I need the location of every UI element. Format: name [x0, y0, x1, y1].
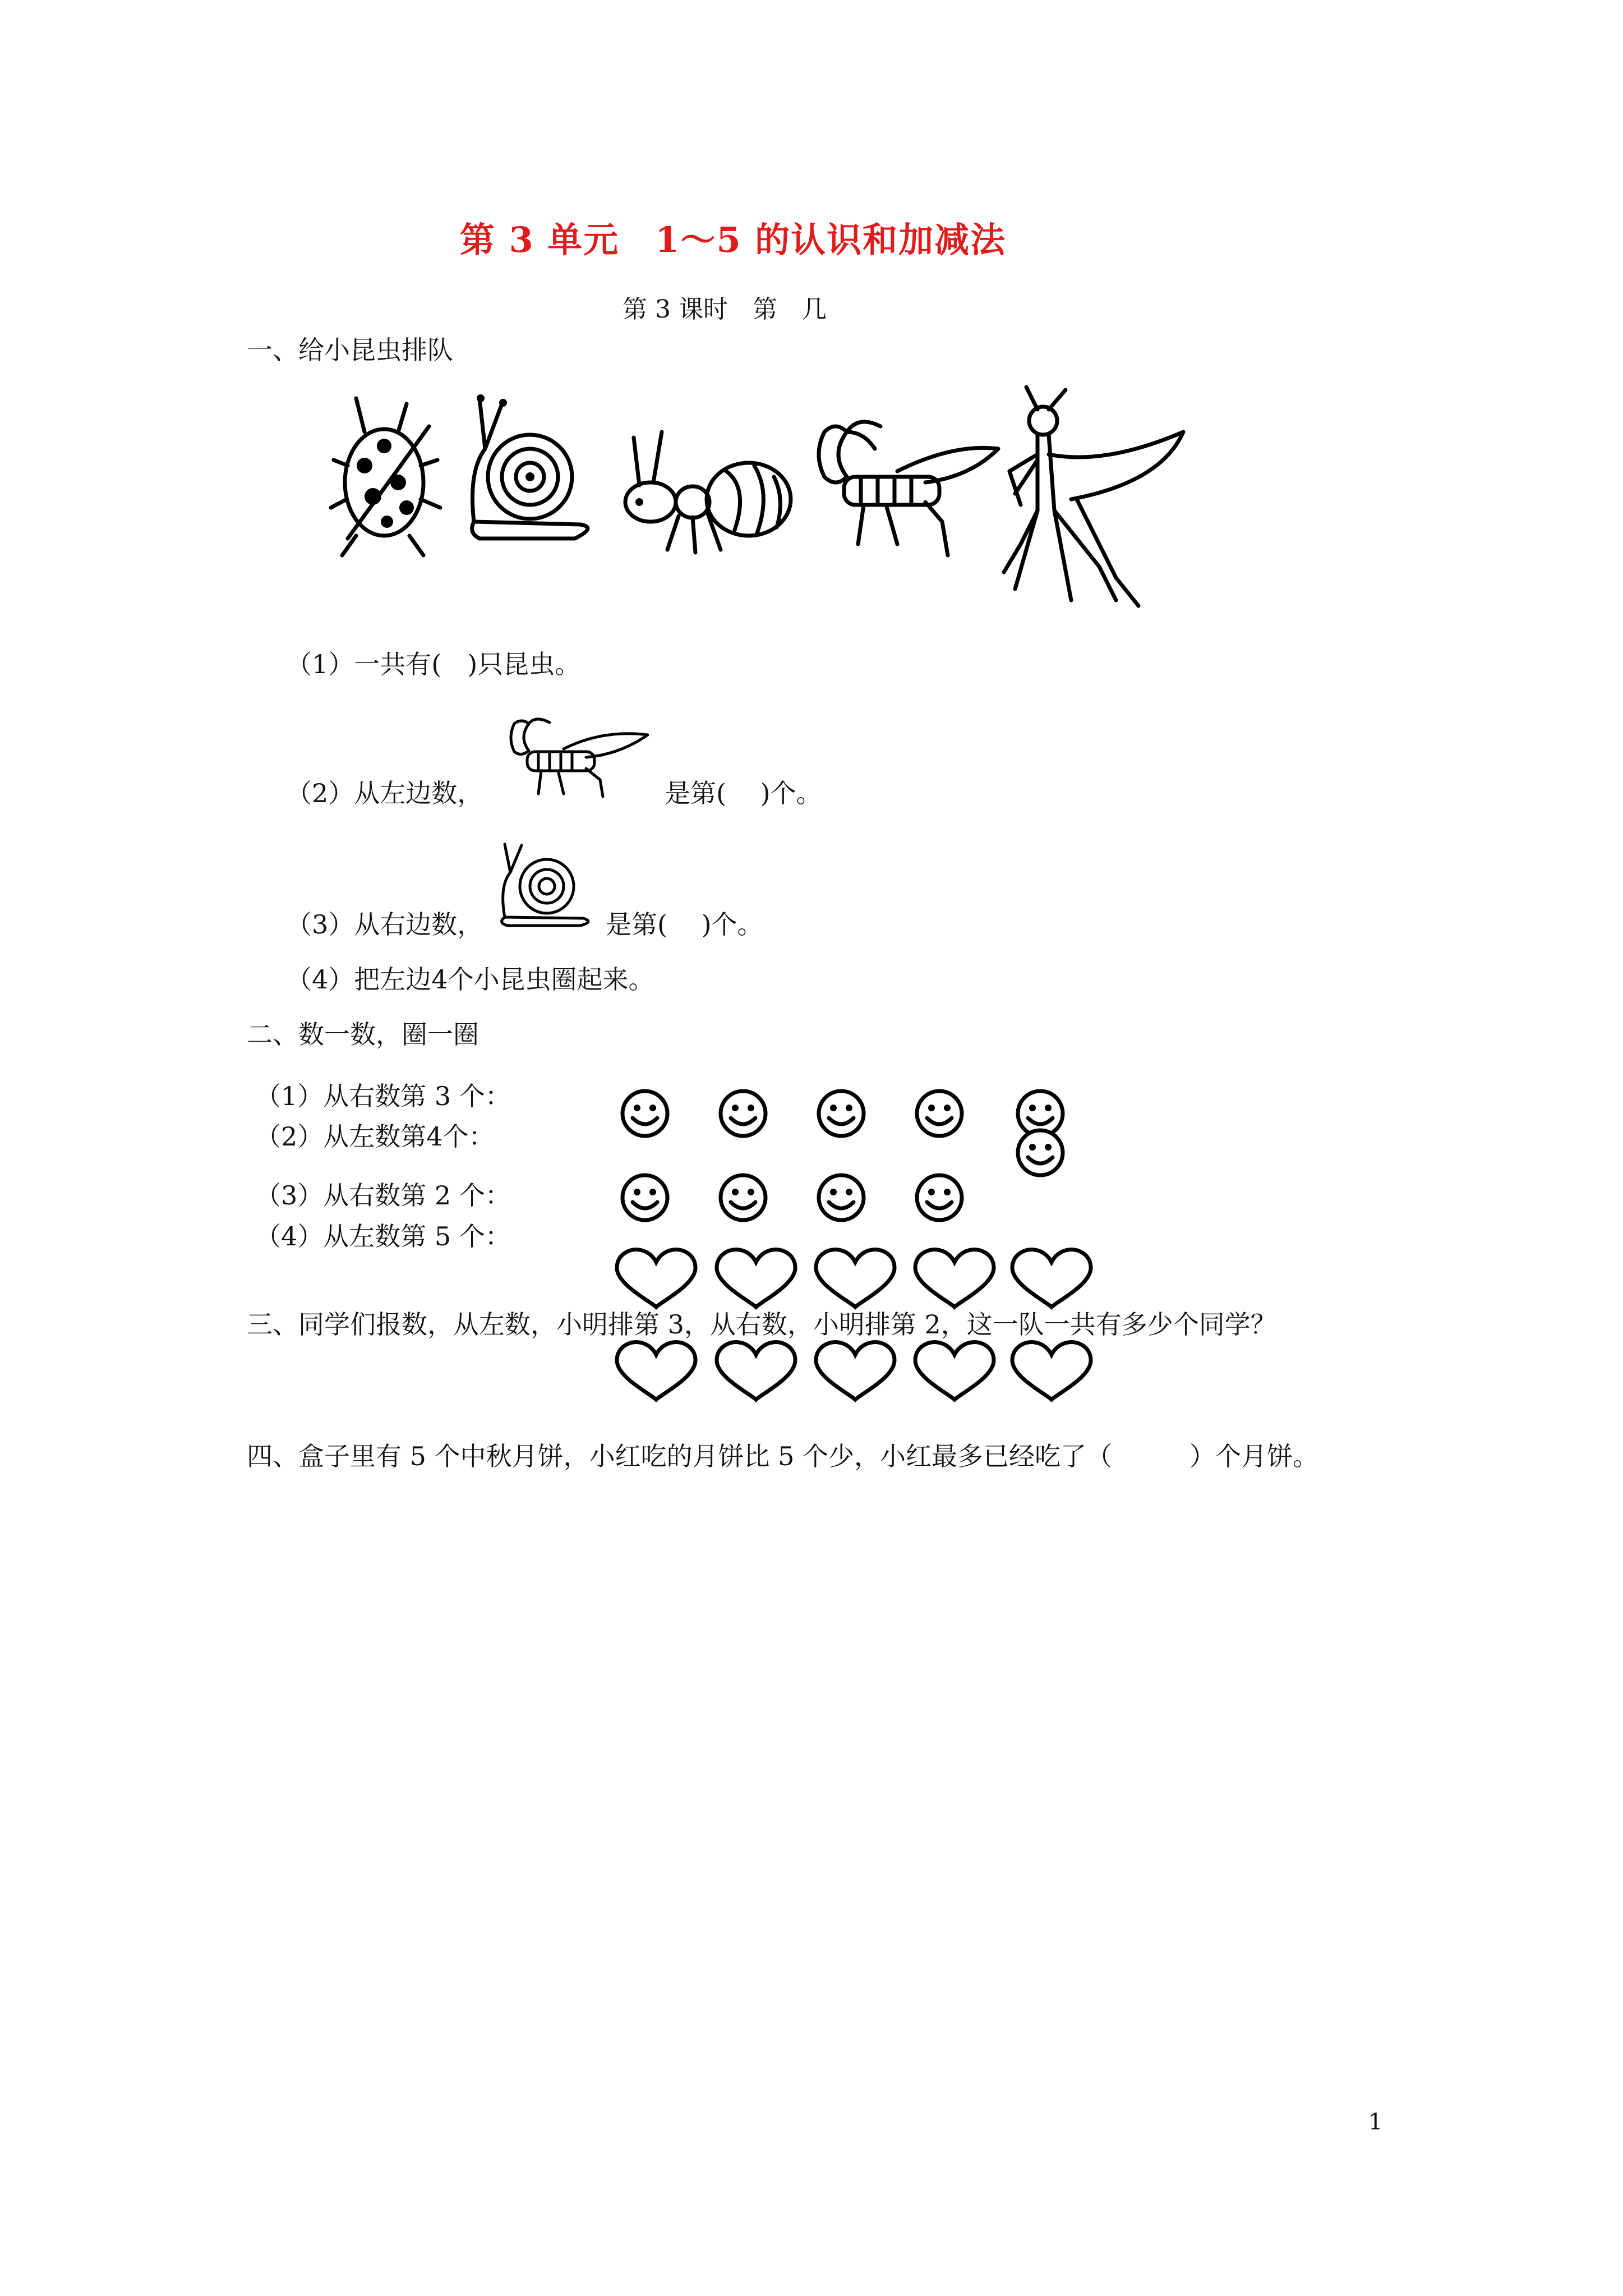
smiley-icon[interactable]	[1018, 1130, 1063, 1175]
heart-icon[interactable]	[617, 1249, 695, 1307]
heart-icon[interactable]	[816, 1249, 895, 1307]
heart-icon[interactable]	[915, 1249, 994, 1307]
page-number: 1	[1368, 2109, 1383, 2135]
section2-heading: 二、数一数，圈一圈	[247, 1019, 479, 1050]
section4-question: 四、盒子里有 5 个中秋月饼，小红吃的月饼比 5 个少，小红最多已经吃了（ ）个月饼。	[247, 1441, 1319, 1471]
section3-question: 三、同学们报数，从左数，小明排第 3，从右数，小明排第 2，这一队一共有多少个同学？	[247, 1309, 1276, 1340]
smiley-icon[interactable]	[623, 1175, 667, 1220]
s2-item-3: （3）从右数第 2 个：	[255, 1180, 511, 1211]
heart-icon[interactable]	[1012, 1342, 1091, 1400]
snail-icon	[472, 394, 588, 539]
s1-q2-suffix: 是第( )个。	[665, 778, 822, 808]
heart-icon[interactable]	[816, 1342, 895, 1400]
smiley-icon[interactable]	[623, 1091, 667, 1136]
smiley-icon[interactable]	[917, 1091, 962, 1136]
grasshopper-icon	[508, 712, 665, 797]
s1-q3-prefix: （3）从右边数，	[286, 909, 483, 940]
s1-q3-suffix: 是第( )个。	[606, 909, 763, 940]
mantis-icon	[1004, 387, 1183, 606]
grasshopper-icon	[819, 422, 998, 555]
lesson-subtitle: 第 3 课时 第 几	[623, 295, 827, 324]
smiley-icon[interactable]	[917, 1175, 962, 1220]
ant-icon	[625, 432, 791, 553]
insect-row	[331, 387, 1200, 611]
s1-q1: （1）一共有( )只昆虫。	[286, 649, 581, 679]
smiley-icon[interactable]	[721, 1175, 766, 1220]
heart-icon[interactable]	[1012, 1249, 1091, 1307]
heart-row-2	[611, 1338, 1116, 1422]
heart-icon[interactable]	[717, 1342, 795, 1400]
s2-item-4: （4）从左数第 5 个：	[255, 1221, 511, 1251]
s2-item-2: （2）从左数第4个：	[255, 1121, 495, 1152]
heart-icon[interactable]	[915, 1342, 994, 1400]
section1-heading: 一、给小昆虫排队	[247, 335, 453, 365]
s1-q4: （4）把左边4个小昆虫圈起来。	[286, 964, 654, 995]
heart-icon[interactable]	[717, 1249, 795, 1307]
smiley-icon[interactable]	[819, 1175, 864, 1220]
snail-icon	[491, 839, 603, 928]
s2-item-1: （1）从右数第 3 个：	[255, 1081, 511, 1111]
heart-icon[interactable]	[617, 1342, 695, 1400]
s1-q2-prefix: （2）从左边数，	[286, 778, 483, 808]
page-title: 第 3 单元 1～5 的认识和加减法	[460, 219, 1007, 260]
smiley-icon[interactable]	[819, 1091, 864, 1136]
ladybug-icon	[331, 398, 440, 555]
smiley-icon[interactable]	[721, 1091, 766, 1136]
